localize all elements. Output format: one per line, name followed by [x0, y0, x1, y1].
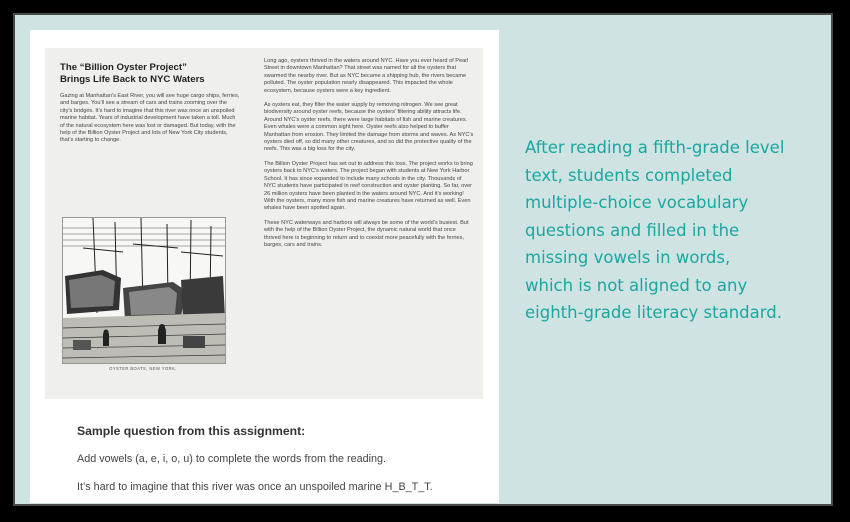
commentary-text	[525, 134, 825, 327]
engraving-illustration	[63, 218, 225, 363]
article-reading	[45, 48, 483, 399]
article-paragraph: These NYC waterways and harbors will always be some of the world’s busiest. But with the help of the Billion Oyster Project, the dynamic natural world that once thrived here is beginning to return and to coexist more peacefully with the ferries, barges, cars and trains.	[264, 219, 469, 248]
commentary-line: multiple-choice vocabulary	[525, 193, 749, 212]
commentary-line: eighth-grade literacy standard.	[525, 303, 782, 322]
article-intro: Gazing at Manhattan’s East River, you will see huge cargo ships, ferries, and barges. You’ll see a stream of cars and trains zooming over the city’s bridges. It’s hard to imagine that this river was once an unspoiled marine habitat. Years of industrial development have taken a toll. Much of the natural ecosystem here was lost or damaged. But today, with the help of the Billion Oyster Project and lots of New York City students, that’s starting to change.	[60, 93, 240, 144]
article-title-line2: Brings Life Back to NYC Waters	[60, 74, 205, 85]
article-title	[60, 62, 240, 86]
article-paragraph: The Billion Oyster Project has set out to address this loss. The project works to bring oysters back to NYC’s waters. The project began with students at New York Harbor School. It has since expanded to include many schools in the city. Thousands of NYC students have participated in reef construction and oyster planting. So far, over 26 million oysters have been planted in the waters around NYC. And it’s working! With the oysters, many more fish and marine creatures have returned as well. Even whales have been spotted again.	[264, 160, 473, 212]
assignment-document	[30, 30, 499, 503]
commentary-line: After reading a fifth-grade level	[525, 138, 785, 157]
question-prompt: It’s hard to imagine that this river was once an unspoiled marine H_B_T_T.	[77, 481, 433, 493]
sample-question-heading: Sample question from this assignment:	[77, 424, 306, 438]
commentary-line: questions and filled in the	[525, 220, 740, 240]
article-paragraph: As oysters eat, they filter the water supply by removing nitrogen. We see great biodiversity around oyster reefs, because the oysters’ filtering ability attracts life. Around NYC’s oyster reefs, there were large habitats of fish and marine creatures. Even whales were a common sight here. Oyster reefs also helped to buffer Manhattan from erosion. They limited the damage from storms and waves. As NYC’s oysters died off, so did many other creatures, and so did the protective quality of the reefs. This was a big loss for the city.	[264, 102, 474, 153]
article-paragraph: Long ago, oysters thrived in the waters around NYC. Have you ever heard of Pearl Street in downtown Manhattan? That street was named for all the oysters that swarmed the nearby river. But as NYC became a shipping hub, the rivers became polluted. The oyster population nearly disappeared. This impacted the whole ecosystem, because oysters were a key ingredient.	[264, 58, 469, 94]
oyster-boats-engraving	[62, 217, 226, 364]
commentary-line: text, students completed	[525, 165, 733, 185]
commentary-line: missing vowels in words,	[525, 248, 731, 267]
article-right-column	[264, 58, 474, 256]
image-caption: OYSTER BOATS, NEW YORK.	[109, 366, 177, 371]
article-title-line1: The “Billion Oyster Project”	[60, 62, 187, 73]
commentary-line: which is not aligned to any	[525, 275, 748, 295]
slide-frame	[13, 13, 833, 506]
article-left-column	[60, 62, 240, 152]
question-instruction: Add vowels (a, e, i, o, u) to complete the words from the reading.	[77, 453, 387, 465]
